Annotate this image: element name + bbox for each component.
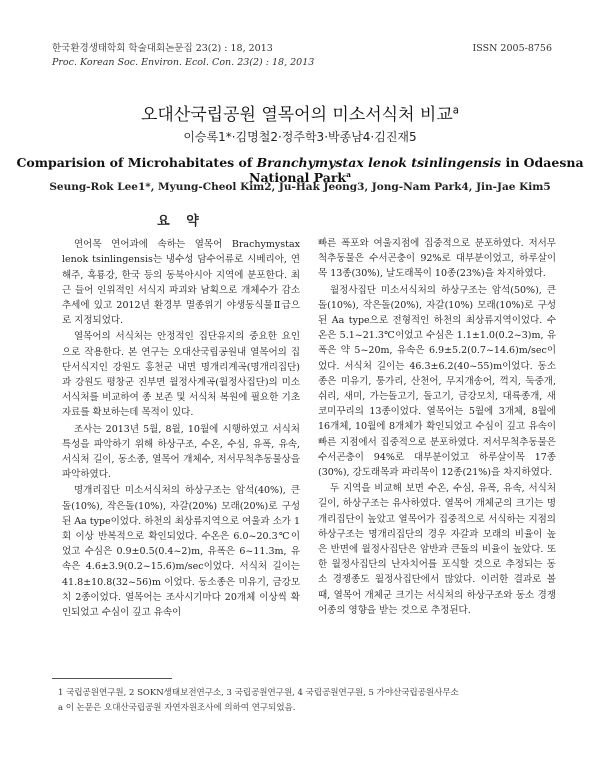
footnote-divider — [52, 678, 172, 679]
paragraph: 조사는 2013년 5월, 8월, 10월에 시행하였고 서식처 특성을 파악하기 위해 하상구조, 수온, 수심, 유폭, 유속, 서식처 길이, 동소종, 열목어 개체수, 저서무척추동물상을 파악하였다. — [62, 423, 300, 481]
footnote-affiliations: 1 국립공원연구원, 2 SOKN생태보전연구소, 3 국립공원연구원, 4 국립공원연구원, 5 가야산국립공원사무소 — [58, 688, 459, 698]
paragraph: 두 지역을 비교해 보면 수온, 수심, 유폭, 유속, 서식처 길이, 하상구조는 유사하였다. 열목어 개체군의 크기는 명개리집단이 높았고 열목어가 집중적으로 서식하는 지점의 하상구조는 명개리집단의 경우 자갈과 모래의 비율이 높은 반면에 월정사집단은 암반과 큰돌의 비율이 높았다. 또한 월정사집단의 난자치어를 포식할 것으로 추정되는 동소 경쟁종도 월정사집단에서 많았다. 이러한 결과로 볼 때, 열목어 개체군 크기는 서식처의 하상구조와 동소 경쟁어종의 영향을 받는 것으로 추정된다. — [318, 483, 556, 616]
paragraph: 연어목 연어과에 속하는 열목어 Brachymystax lenok tsinlingensis는 냉수성 담수어류로 시베리아, 연해주, 흑룡강, 한국 등의 동북아시아 지역에 분포한다. 최근 들어 인위적인 서식지 파괴와 남획으로 개체수가 감소 추세에 있고 2012년 환경부 멸종위기 야생동식물Ⅱ급으로 지정되었다. — [62, 239, 300, 327]
paragraph: 월정사집단 미소서식처의 하상구조는 암석(50%), 큰돌(10%), 작은돌(20%), 자갈(10%) 모래(10%)로 구성된 Aa type으로 전형적인 하천의 최상류지역이었다. 수온은 5.1~21.3℃이었고 수심은 1.1±1.0(0.2~3)m, 유폭은 약 5~20m, 유속은 6.9±5.2(0.7~14.6)m/sec이었다. 서식처 길이는 46.3±6.2(40~55)m이었다. 동소종은 미유기, 퉁가리, 산천어, 무지개송어, 꺽지, 둑중개, 쉬리, 새미, 가는돌고기, 돌고기, 금강모치, 대륙종개, 새코미꾸리의 13종이었다. 열목어는 5월에 3개체, 8월에 16개체, 10월에 8개체가 확인되었고 수심이 깊고 유속이 빠른 지점에서 집중적으로 분포하였다. 저서무척추동물은 수서곤충이 94%로 대부분이었고 하루살이목 17종(30%), 강도래목과 파리목이 12종(21%)을 차지하였다. — [318, 284, 556, 479]
title-korean: 오대산국립공원 열목어의 미소서식처 비교$^a$ — [140, 105, 460, 125]
abstract-column-right — [318, 236, 556, 619]
footnotes — [58, 686, 459, 716]
abstract-column-left — [62, 214, 300, 621]
journal-en: Proc. Korean Soc. Environ. Ecol. Con. 23(2) : 18, 2013 — [52, 57, 315, 68]
authors-korean: 이승록1*·김명철2·정주학3·박종남4·김진재5 — [183, 130, 417, 144]
species-name: Branchymystax lenok tsinlingensis — [256, 155, 502, 170]
paragraph-continued: 빠른 폭포와 여울지점에 집중적으로 분포하였다. 저서무척추동물은 수서곤충이 92%로 대부분이었고, 하루살이목 13종(30%), 날도래목이 10종(23%)을 차지하였다. — [318, 238, 556, 280]
paragraph: 명개리집단 미소서식처의 하상구조는 암석(40%), 큰돌(10%), 작은돌(10%), 자갈(20%) 모래(20%)로 구성된 Aa type이었다. 하천의 최상류지역으로 여울과 소가 1회 이상 반복적으로 확인되었다. 수온은 6.0~20.3℃이었고 수심은 0.9±0.5(0.4~2)m, 유폭은 6~11.3m, 유속은 4.6±3.9(0.2~15.6)m/sec이었다. 서식처 길이는 41.8±10.8(32~56)m 이었다. 동소종은 미유기, 금강모치 2종이었다. 열목어는 조사시기마다 20개체 이상씩 확인되었고 수심이 깊고 유속이 — [62, 485, 300, 619]
footnote-funding: a 이 논문은 오대산국립공원 자연자원조사에 의하여 연구되었음. — [58, 703, 296, 713]
abstract-heading: 요 약 — [157, 214, 205, 229]
journal-ko: 한국환경생태학회 학술대회논문집 23(2) : 18, 2013 — [52, 43, 273, 54]
title-english: Comparision of Microhabitates of Branchymystax lenok tsinlingensis in Odaesna National Park$^a$ — [16, 155, 584, 186]
running-header — [52, 42, 552, 70]
issn: ISSN 2005-8756 — [472, 43, 552, 54]
authors-english: Seung-Rok Lee1*, Myung-Cheol Kim2, Ju-Hak Jeong3, Jong-Nam Park4, Jin-Jae Kim5 — [49, 181, 551, 193]
paragraph: 열목어의 서식처는 안정적인 집단유지의 중요한 요인으로 작용한다. 본 연구는 오대산국립공원내 열목어의 집단서식지인 강원도 홍천군 내면 명개리계곡(명개리집단)과 강원도 평창군 진부면 월정사계곡(월정사집단)의 미소서식처를 비교하여 종 보존 및 서식처 복원에 필요한 기초자료를 확보하는데 목적이 있다. — [62, 331, 300, 419]
